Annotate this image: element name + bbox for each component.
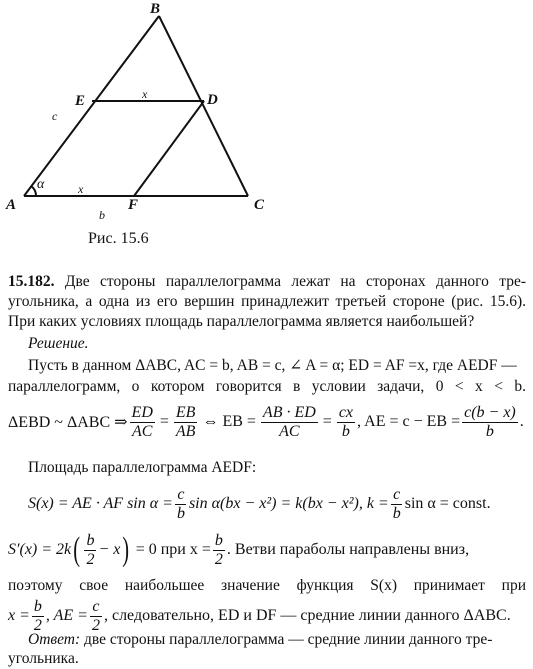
deriv-minus-x: − x: [98, 541, 121, 558]
frac-x-b-2: [213, 532, 225, 569]
label-b-vertex: B: [150, 1, 161, 17]
label-e-vertex: E: [75, 93, 86, 109]
area-left: S(x) = AE · AF sin α =: [28, 495, 173, 512]
answer-line-2: угольника.: [8, 650, 79, 667]
problem-line-1: [8, 272, 526, 292]
derivative-formula: [8, 528, 469, 572]
final-ae: , AE =: [45, 607, 88, 624]
triangle-figure: [0, 0, 533, 260]
frac-abed-ac: [261, 404, 318, 441]
period: .: [519, 413, 524, 430]
iff-eb: ⇔ EB =: [202, 413, 256, 430]
frac-num: b: [33, 597, 42, 615]
frac-ed-ac: [130, 404, 155, 441]
problem-line-3: При каких условиях площадь параллелограмма является наибольшей?: [8, 313, 475, 330]
final-x: x =: [8, 607, 30, 624]
frac-den: b: [485, 422, 494, 440]
frac-num: ED: [131, 403, 153, 421]
final-tail: , следовательно, ED и DF — средние линии данного ΔABC.: [103, 607, 511, 624]
sim-left: ΔEBD ~ ΔABC ⇒: [8, 414, 128, 431]
frac-den: b: [341, 422, 350, 440]
problem-number: 15.182.: [8, 273, 55, 290]
frac-num: EB: [175, 403, 196, 421]
area-heading: Площадь параллелограмма AEDF:: [28, 459, 257, 476]
label-angle-alpha: α: [37, 177, 45, 192]
side-bc: [159, 16, 248, 196]
answer-line-1: [28, 630, 526, 650]
angle-alpha-arc: [31, 186, 36, 196]
frac-final-c-2: [90, 598, 102, 635]
frac-den: b: [176, 504, 185, 522]
answer-label: Ответ:: [28, 631, 81, 648]
label-ed-x: x: [142, 87, 148, 101]
label-f-vertex: F: [128, 197, 139, 213]
frac-eb-ab: [174, 404, 198, 441]
frac-den: AC: [131, 422, 153, 440]
label-af-x: x: [78, 182, 84, 196]
label-side-c: c: [52, 109, 58, 123]
segment-df: [134, 101, 204, 196]
frac-den: 2: [33, 616, 42, 634]
deriv-tail: . Ветви параболы направлены вниз,: [226, 541, 470, 558]
problem-text-1: Две стороны параллелограмма лежат на сторонах данного тре-: [64, 273, 527, 290]
label-a-vertex: A: [6, 197, 17, 213]
figure-caption: Рис. 15.6: [88, 230, 149, 247]
deriv-after: = 0 при x =: [135, 541, 211, 558]
frac-cx-b: [337, 404, 355, 441]
answer-text-1: две стороны параллелограмма — средние линии данного тре-: [80, 631, 493, 648]
frac-num: c(b − x): [464, 403, 516, 421]
frac-den: b: [392, 504, 401, 522]
frac-num: c: [393, 485, 401, 503]
frac-den: 2: [91, 616, 100, 634]
frac-den: 2: [86, 550, 95, 568]
area-end: sin α = const.: [404, 495, 491, 512]
frac-k-c-b: [391, 486, 403, 523]
frac-den: AB: [175, 422, 196, 440]
frac-num: c: [92, 597, 100, 615]
side-ab: [24, 16, 159, 196]
equals-sign: =: [322, 413, 332, 430]
frac-den: 2: [214, 550, 223, 568]
solution-intro-2: параллелограмм, о котором говорится в условии задачи, 0 < x < b.: [8, 378, 526, 395]
frac-final-b-2: [32, 598, 44, 635]
label-side-b: b: [99, 208, 105, 222]
frac-num: c: [177, 485, 185, 503]
frac-num: AB · ED: [262, 403, 316, 421]
open-paren: (: [73, 531, 81, 568]
problem-line-2: угольника, а одна из его вершин принадлежит третьей стороне (рис. 15.6).: [8, 293, 526, 310]
triangle-diagram: [0, 0, 533, 260]
area-mid: sin α(bx − x²) = k(bx − x²), k =: [188, 495, 389, 512]
area-formula: [28, 482, 491, 526]
frac-c-b: [175, 486, 187, 523]
deriv-left: S′(x) = 2k: [8, 541, 72, 558]
frac-num: b: [214, 531, 223, 549]
equals-sign: =: [159, 413, 169, 430]
frac-b-2: [84, 532, 96, 569]
frac-num: cx: [338, 403, 354, 421]
max-line: поэтому свое наибольшее значение функция S(x) принимает при: [8, 577, 526, 594]
label-c-vertex: C: [254, 197, 265, 213]
frac-num: b: [86, 531, 95, 549]
frac-cbx-b: [462, 404, 518, 441]
solution-heading: Решение.: [28, 335, 89, 352]
solution-intro-1: Пусть в данном ΔABC, AC = b, AB = c, ∠ A = α; ED = AF =x, где AEDF —: [28, 357, 517, 374]
similarity-formula: [8, 400, 524, 444]
close-paren: ): [122, 531, 130, 568]
ae-expression: , AE = c − EB =: [357, 413, 461, 430]
frac-den: AC: [279, 422, 300, 440]
label-d-vertex: D: [207, 92, 218, 108]
